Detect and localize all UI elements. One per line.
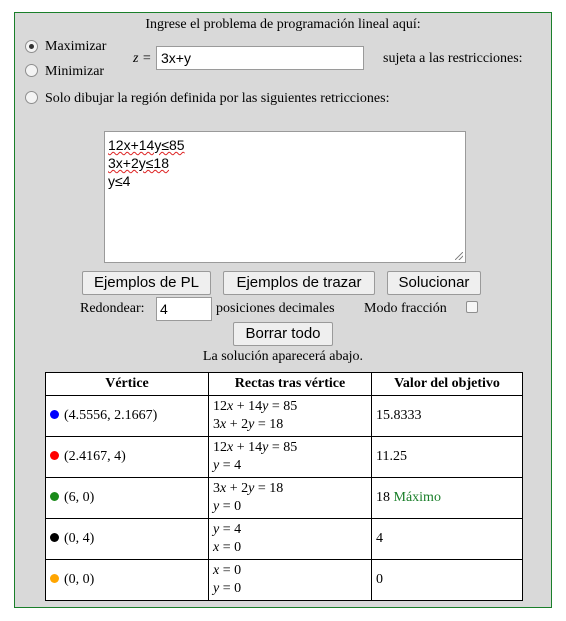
line-equation: 12x + 14y = 85	[213, 399, 298, 414]
line-equation: 3x + 2y = 18	[213, 417, 284, 432]
examples-lp-button[interactable]: Ejemplos de PL	[82, 271, 211, 295]
constraint-line: y≤4	[108, 173, 131, 189]
minimize-label: Minimizar	[45, 64, 105, 79]
lines-cell	[209, 396, 372, 437]
lines-cell	[209, 519, 372, 560]
maximum-label: Máximo	[393, 490, 441, 505]
vertex-coords: (4.5556, 2.1667)	[64, 408, 158, 423]
vertex-coords: (2.4167, 4)	[64, 449, 126, 464]
vertex-color-dot	[50, 533, 59, 542]
lines-cell	[209, 478, 372, 519]
header-vertex: Vértice	[46, 373, 209, 396]
resize-handle[interactable]	[455, 252, 463, 260]
objective-cell	[372, 478, 523, 519]
vertex-cell	[46, 478, 209, 519]
subject-to-label: sujeta a las restricciones:	[383, 51, 523, 66]
line-equation: x = 0	[213, 563, 242, 578]
solution-note: La solución aparecerá abajo.	[202, 349, 364, 364]
line-equation: y = 0	[213, 581, 242, 596]
vertex-table	[45, 372, 523, 601]
table-row	[46, 437, 523, 478]
objective-cell	[372, 560, 523, 601]
maximize-label: Maximizar	[45, 39, 107, 54]
line-equation: y = 0	[213, 499, 242, 514]
constraints-textarea[interactable]	[104, 131, 466, 263]
constraint-line: 3x+2y≤18	[108, 155, 170, 171]
table-row	[46, 396, 523, 437]
vertex-cell	[46, 396, 209, 437]
line-equation: 3x + 2y = 18	[213, 481, 284, 496]
objective-value: 0	[376, 572, 383, 587]
clear-all-button[interactable]: Borrar todo	[233, 322, 333, 346]
form-title: Ingrese el problema de programación lineal aquí:	[145, 17, 421, 32]
lines-cell	[209, 437, 372, 478]
rounding-label: Redondear:	[80, 301, 145, 316]
vertex-cell	[46, 560, 209, 601]
minimize-radio[interactable]	[25, 64, 38, 77]
objective-value: 15.8333	[376, 408, 422, 423]
table-row	[46, 478, 523, 519]
lp-solver-panel	[14, 12, 552, 608]
objective-input[interactable]	[156, 46, 364, 70]
table-header-row	[46, 373, 523, 396]
objective-value: 4	[376, 531, 383, 546]
vertex-color-dot	[50, 492, 59, 501]
header-lines: Rectas tras vértice	[209, 373, 372, 396]
fraction-mode-checkbox[interactable]	[466, 301, 478, 313]
objective-cell	[372, 396, 523, 437]
objective-value: 11.25	[376, 449, 407, 464]
z-label: z =	[133, 51, 152, 66]
examples-plot-button[interactable]: Ejemplos de trazar	[223, 271, 375, 295]
line-equation: 12x + 14y = 85	[213, 440, 298, 455]
vertex-color-dot	[50, 574, 59, 583]
vertex-coords: (0, 0)	[64, 572, 95, 587]
solve-button[interactable]: Solucionar	[387, 271, 481, 295]
objective-cell	[372, 519, 523, 560]
table-row	[46, 560, 523, 601]
header-objective: Valor del objetivo	[372, 373, 523, 396]
vertex-coords: (0, 4)	[64, 531, 95, 546]
objective-value: 18	[376, 490, 390, 505]
vertex-cell	[46, 437, 209, 478]
lines-cell	[209, 560, 372, 601]
rounding-suffix: posiciones decimales	[216, 301, 335, 316]
vertex-color-dot	[50, 451, 59, 460]
vertex-coords: (6, 0)	[64, 490, 95, 505]
table-row	[46, 519, 523, 560]
constraint-line: 12x+14y≤85	[108, 137, 185, 153]
line-equation: y = 4	[213, 458, 242, 473]
line-equation: x = 0	[213, 540, 242, 555]
draw-only-radio[interactable]	[25, 91, 38, 104]
draw-only-label: Solo dibujar la región definida por las siguientes retricciones:	[45, 91, 390, 106]
rounding-input[interactable]	[156, 297, 212, 321]
maximize-radio[interactable]	[25, 40, 38, 53]
objective-cell	[372, 437, 523, 478]
vertex-color-dot	[50, 410, 59, 419]
vertex-cell	[46, 519, 209, 560]
fraction-mode-label: Modo fracción	[364, 301, 447, 316]
line-equation: y = 4	[213, 522, 242, 537]
